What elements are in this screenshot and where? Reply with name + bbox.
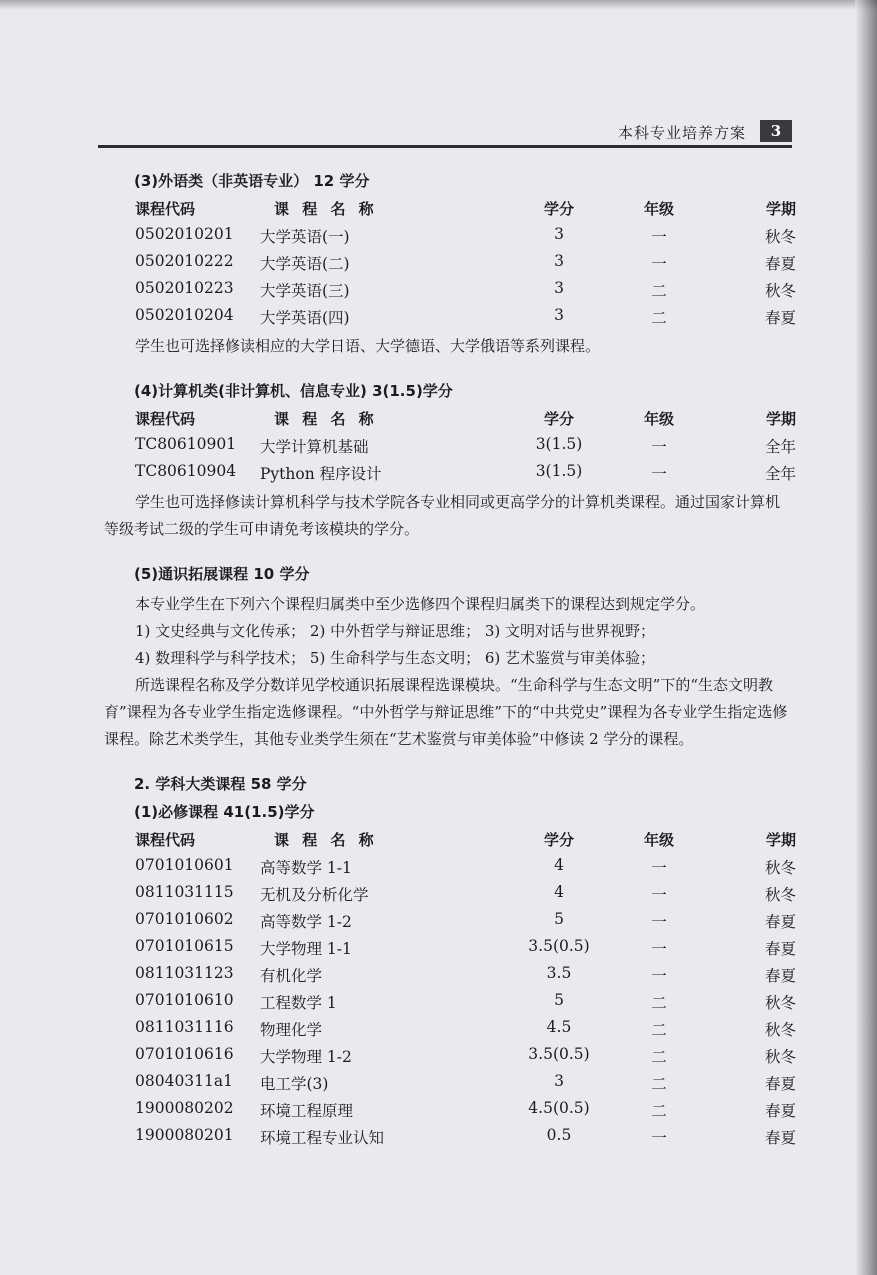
course-grade: 一 xyxy=(651,438,667,456)
table-header xyxy=(104,198,794,225)
course-term: 秋冬 xyxy=(764,994,796,1012)
course-name: 大学物理 1-1 xyxy=(260,940,352,958)
course-term: 秋冬 xyxy=(764,859,796,877)
course-credit: 3.5(0.5) xyxy=(528,1045,590,1063)
course-grade: 一 xyxy=(651,228,667,246)
section-heading-foreign-language: (3)外语类（非英语专业） 12 学分 xyxy=(134,172,370,190)
col-credit: 学分 xyxy=(543,410,574,428)
course-credit: 3.5 xyxy=(546,964,572,982)
course-grade: 一 xyxy=(651,940,667,958)
course-code: 0811031115 xyxy=(135,883,234,901)
course-name: 大学计算机基础 xyxy=(260,438,369,456)
course-credit: 4 xyxy=(554,883,564,901)
course-grade: 二 xyxy=(651,309,667,327)
page-number: 3 xyxy=(760,120,792,142)
col-term: 学期 xyxy=(765,831,796,849)
col-grade: 年级 xyxy=(643,831,674,849)
scan-edge-top xyxy=(0,0,877,10)
course-code: 0502010204 xyxy=(135,306,234,324)
course-grade: 一 xyxy=(651,1129,667,1147)
table-row xyxy=(104,964,794,991)
course-code: 0502010222 xyxy=(135,252,234,270)
page-header xyxy=(98,118,792,148)
course-credit: 3 xyxy=(554,279,564,297)
course-credit: 4.5(0.5) xyxy=(528,1099,590,1117)
course-name: 物理化学 xyxy=(260,1021,323,1039)
course-name: 大学英语(二) xyxy=(260,255,350,273)
page-content xyxy=(104,170,794,1153)
table-row xyxy=(104,306,794,333)
col-grade: 年级 xyxy=(643,410,674,428)
course-grade: 一 xyxy=(651,465,667,483)
table-row xyxy=(104,1099,794,1126)
col-credit: 学分 xyxy=(543,831,574,849)
table-row xyxy=(104,1126,794,1153)
course-grade: 一 xyxy=(651,967,667,985)
course-term: 春夏 xyxy=(764,967,796,985)
course-credit: 5 xyxy=(554,910,564,928)
course-credit: 4.5 xyxy=(546,1018,572,1036)
col-code: 课程代码 xyxy=(135,410,196,428)
course-code: 0502010201 xyxy=(135,225,234,243)
paragraph: 本专业学生在下列六个课程归属类中至少选修四个课程归属类下的课程达到规定学分。 xyxy=(135,595,706,613)
course-name: Python 程序设计 xyxy=(260,465,382,483)
section-heading-discipline: 2. 学科大类课程 58 学分 xyxy=(134,775,307,793)
col-name: 课 程 名 称 xyxy=(274,410,378,428)
course-term: 春夏 xyxy=(764,255,796,273)
course-name: 高等数学 1-2 xyxy=(260,913,352,931)
course-code: 0701010616 xyxy=(135,1045,234,1063)
course-credit: 3(1.5) xyxy=(535,462,583,480)
col-name: 课 程 名 称 xyxy=(274,200,378,218)
course-term: 春夏 xyxy=(764,1075,796,1093)
section-heading-computer: (4)计算机类(非计算机、信息专业) 3(1.5)学分 xyxy=(134,382,453,400)
course-term: 春夏 xyxy=(764,309,796,327)
table-header xyxy=(104,408,794,435)
course-name: 电工学(3) xyxy=(260,1075,329,1093)
course-name: 有机化学 xyxy=(260,967,323,985)
table-row xyxy=(104,462,794,489)
course-grade: 一 xyxy=(651,886,667,904)
course-name: 无机及分析化学 xyxy=(260,886,369,904)
course-grade: 二 xyxy=(651,1075,667,1093)
table-row xyxy=(104,910,794,937)
course-grade: 一 xyxy=(651,255,667,273)
course-credit: 5 xyxy=(554,991,564,1009)
course-grade: 二 xyxy=(651,1048,667,1066)
section-note: 学生也可选择修读相应的大学日语、大学德语、大学俄语等系列课程。 xyxy=(135,337,601,355)
course-term: 春夏 xyxy=(764,940,796,958)
table-row xyxy=(104,225,794,252)
col-credit: 学分 xyxy=(543,200,574,218)
col-grade: 年级 xyxy=(643,200,674,218)
course-term: 秋冬 xyxy=(764,1021,796,1039)
scan-edge-right xyxy=(855,0,877,1275)
course-code: 0502010223 xyxy=(135,279,234,297)
subsection-heading-required: (1)必修课程 41(1.5)学分 xyxy=(134,803,315,821)
paragraph: 4) 数理科学与科学技术； 5) 生命科学与生态文明； 6) 艺术鉴赏与审美体验； xyxy=(135,649,656,667)
table-row xyxy=(104,937,794,964)
course-name: 大学英语(三) xyxy=(260,282,350,300)
course-credit: 3(1.5) xyxy=(535,435,583,453)
course-term: 秋冬 xyxy=(764,228,796,246)
table-row xyxy=(104,1072,794,1099)
table-row xyxy=(104,883,794,910)
course-name: 工程数学 1 xyxy=(260,994,337,1012)
course-grade: 一 xyxy=(651,859,667,877)
col-code: 课程代码 xyxy=(135,831,196,849)
course-code: 0701010610 xyxy=(135,991,234,1009)
course-name: 大学英语(一) xyxy=(260,228,350,246)
course-grade: 一 xyxy=(651,913,667,931)
course-term: 春夏 xyxy=(764,1102,796,1120)
course-term: 全年 xyxy=(764,438,796,456)
course-name: 大学英语(四) xyxy=(260,309,350,327)
course-grade: 二 xyxy=(651,282,667,300)
col-term: 学期 xyxy=(765,410,796,428)
course-code: 1900080202 xyxy=(135,1099,234,1117)
course-credit: 3.5(0.5) xyxy=(528,937,590,955)
paragraph: 所选课程名称及学分数详见学校通识拓展课程选课模块。“生命科学与生态文明”下的“生态文明教育”课程为各专业学生指定选修课程。“中外哲学与辩证思维”下的“中共党史”课程为各专业学生指定选修课程。除艺术类学生，其他专业类学生须在“艺术鉴赏与审美体验”中修读 2 学分的课程。 xyxy=(104,676,788,748)
course-credit: 3 xyxy=(554,306,564,324)
table-row xyxy=(104,279,794,306)
course-code: 0701010602 xyxy=(135,910,234,928)
col-code: 课程代码 xyxy=(135,200,196,218)
course-credit: 3 xyxy=(554,252,564,270)
course-term: 春夏 xyxy=(764,913,796,931)
table-header xyxy=(104,829,794,856)
course-name: 高等数学 1-1 xyxy=(260,859,352,877)
course-code: TC80610901 xyxy=(135,435,237,453)
course-name: 环境工程原理 xyxy=(260,1102,354,1120)
course-code: 0811031116 xyxy=(135,1018,234,1036)
col-name: 课 程 名 称 xyxy=(274,831,378,849)
table-row xyxy=(104,991,794,1018)
course-credit: 3 xyxy=(554,1072,564,1090)
table-row xyxy=(104,856,794,883)
course-name: 大学物理 1-2 xyxy=(260,1048,352,1066)
course-term: 春夏 xyxy=(764,1129,796,1147)
course-term: 秋冬 xyxy=(764,282,796,300)
course-code: 0701010601 xyxy=(135,856,234,874)
course-credit: 3 xyxy=(554,225,564,243)
header-title: 本科专业培养方案 xyxy=(617,124,746,142)
table-row xyxy=(104,1018,794,1045)
course-code: 0811031123 xyxy=(135,964,234,982)
paragraph: 1) 文史经典与文化传承； 2) 中外哲学与辩证思维； 3) 文明对话与世界视野； xyxy=(135,622,656,640)
course-credit: 0.5 xyxy=(546,1126,572,1144)
course-term: 全年 xyxy=(764,465,796,483)
table-row xyxy=(104,1045,794,1072)
course-grade: 二 xyxy=(651,994,667,1012)
course-name: 环境工程专业认知 xyxy=(260,1129,385,1147)
table-row xyxy=(104,435,794,462)
course-term: 秋冬 xyxy=(764,1048,796,1066)
course-term: 秋冬 xyxy=(764,886,796,904)
course-code: 0701010615 xyxy=(135,937,234,955)
section-note: 学生也可选择修读计算机科学与技术学院各专业相同或更高学分的计算机类课程。通过国家计算机等级考试二级的学生可申请免考该模块的学分。 xyxy=(104,493,781,538)
course-grade: 二 xyxy=(651,1021,667,1039)
section-heading-general-ed: (5)通识拓展课程 10 学分 xyxy=(134,565,310,583)
course-code: TC80610904 xyxy=(135,462,237,480)
header-rule xyxy=(98,145,792,148)
course-grade: 二 xyxy=(651,1102,667,1120)
course-credit: 4 xyxy=(554,856,564,874)
course-code: 1900080201 xyxy=(135,1126,234,1144)
table-row xyxy=(104,252,794,279)
col-term: 学期 xyxy=(765,200,796,218)
course-code: 08040311a1 xyxy=(135,1072,233,1090)
